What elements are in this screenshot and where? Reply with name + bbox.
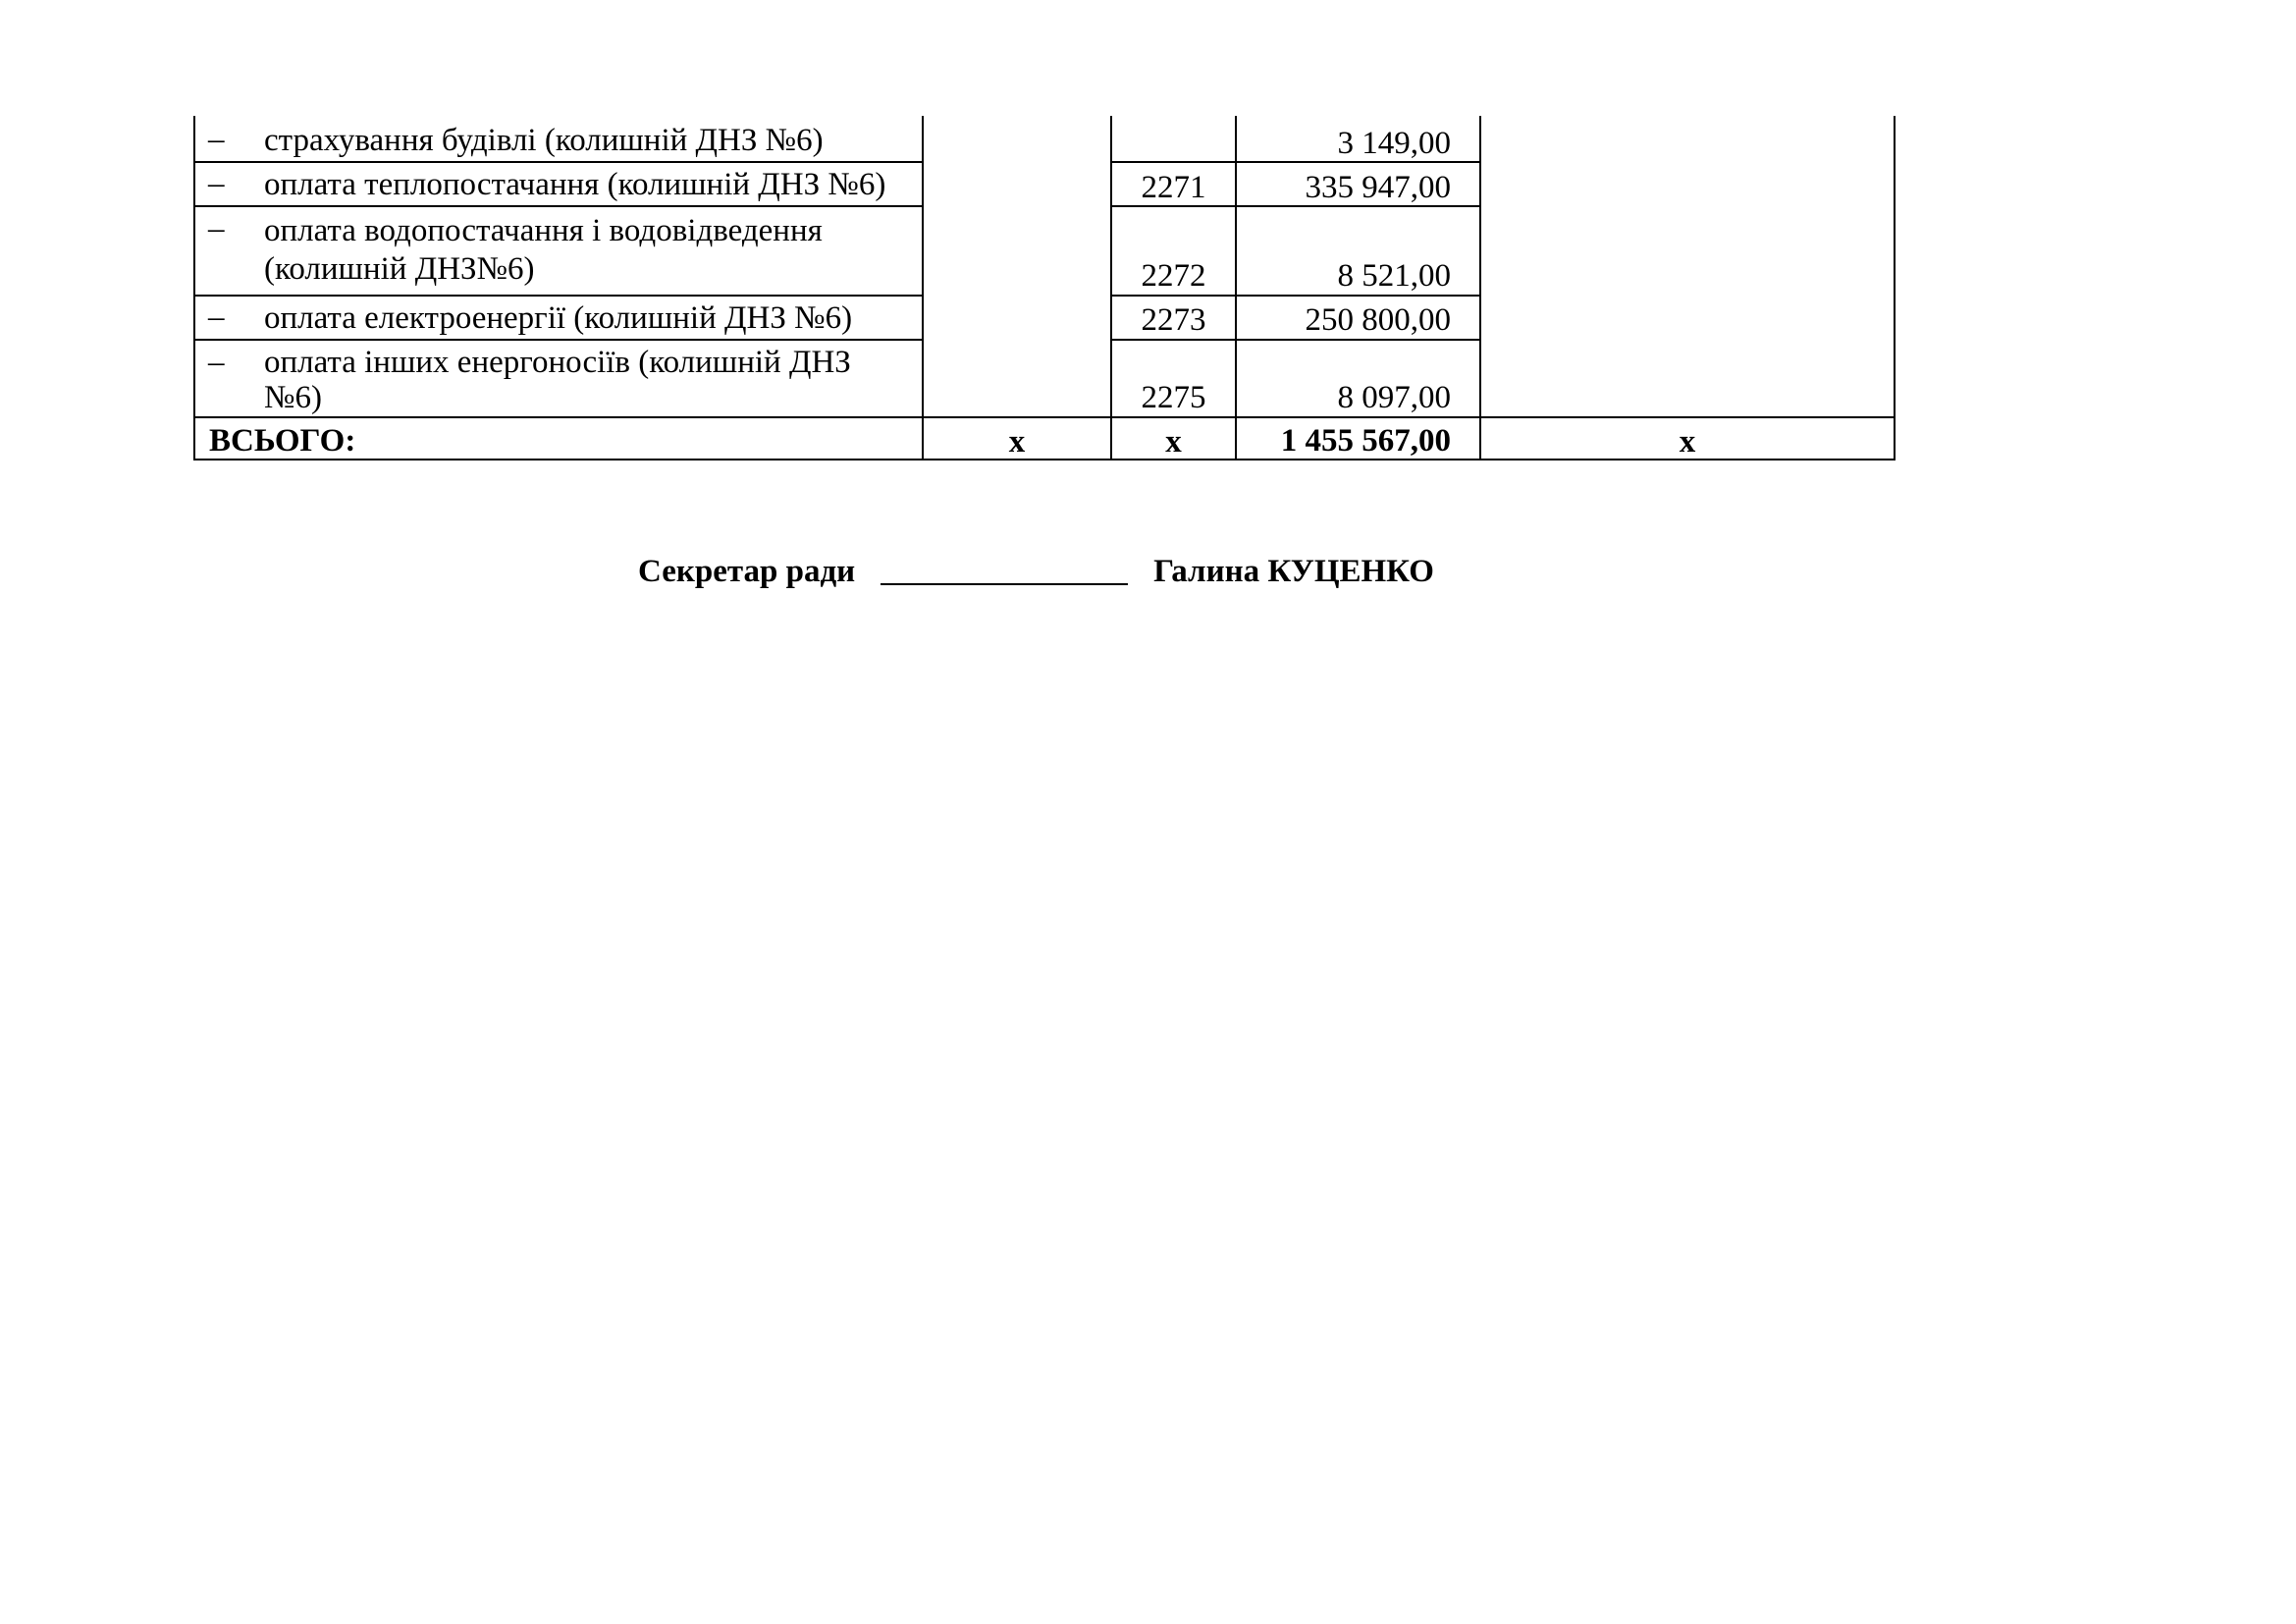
signature-line	[881, 554, 1128, 585]
table-border-right	[1894, 116, 1896, 460]
row-separator	[193, 205, 924, 207]
row-dash: –	[208, 122, 225, 157]
row-amount: 335 947,00	[1305, 170, 1451, 205]
table-border-left	[193, 116, 195, 460]
row-description: оплата теплопостачання (колишній ДНЗ №6)	[264, 167, 886, 202]
row-description: страхування будівлі (колишній ДНЗ №6)	[264, 123, 824, 158]
row-separator	[193, 161, 924, 163]
signature-title: Секретар ради	[638, 554, 856, 589]
row-separator	[1110, 295, 1481, 297]
row-separator	[193, 339, 924, 341]
row-dash: –	[208, 345, 225, 380]
row-separator	[193, 295, 924, 297]
row-dash: –	[208, 299, 225, 335]
row-description: оплата водопостачання і водовідведення	[264, 213, 823, 248]
table-border-col2	[922, 116, 924, 460]
total-label: ВСЬОГО:	[209, 423, 356, 459]
signature-name: Галина КУЦЕНКО	[1153, 554, 1434, 589]
row-code: 2275	[1141, 380, 1206, 415]
row-description-continuation: (колишній ДНЗ№6)	[264, 251, 535, 287]
total-col2-mark: х	[1008, 424, 1026, 460]
row-code: 2272	[1141, 258, 1206, 294]
total-col3-mark: х	[1165, 424, 1182, 460]
row-dash: –	[208, 211, 225, 246]
row-code: 2273	[1141, 302, 1206, 338]
row-amount: 8 097,00	[1337, 380, 1451, 415]
row-code: 2271	[1141, 170, 1206, 205]
row-amount: 8 521,00	[1337, 258, 1451, 294]
signature-block	[638, 552, 1434, 591]
row-amount: 250 800,00	[1305, 302, 1451, 338]
row-amount: 3 149,00	[1337, 126, 1451, 161]
total-col5-mark: х	[1679, 424, 1696, 460]
row-description: оплата електроенергії (колишній ДНЗ №6)	[264, 300, 853, 336]
row-description: оплата інших енергоносіїв (колишній ДНЗ	[264, 345, 851, 380]
table-border-col5	[1479, 116, 1481, 460]
total-amount: 1 455 567,00	[1280, 423, 1451, 459]
row-description-continuation: №6)	[264, 380, 322, 415]
total-row-top-border	[193, 416, 1896, 418]
row-separator	[1110, 339, 1481, 341]
row-dash: –	[208, 166, 225, 201]
